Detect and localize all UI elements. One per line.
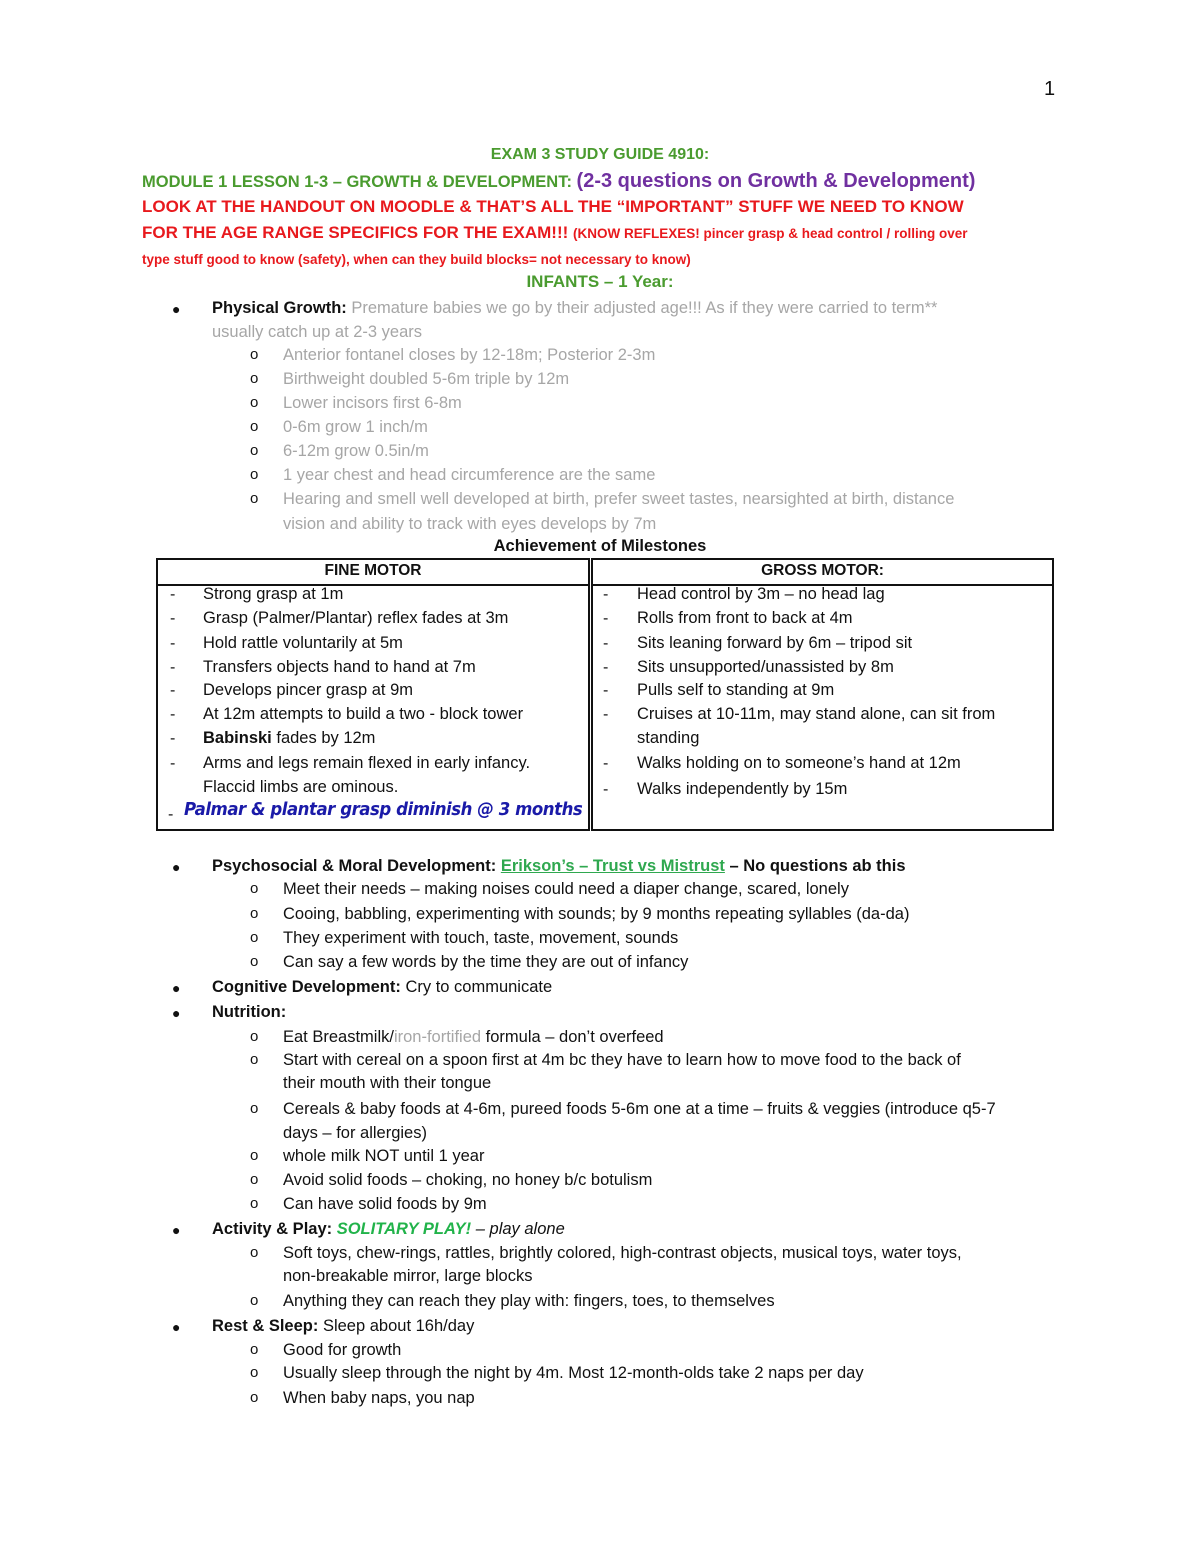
gross-item: standing <box>637 729 700 747</box>
fine-item: Strong grasp at 1m <box>203 585 344 603</box>
erikson-link[interactable]: Erikson’s – Trust vs Mistrust <box>500 857 725 875</box>
nutrition-item: Can have solid foods by 9m <box>283 1195 487 1213</box>
rest-item: When baby naps, you nap <box>283 1389 475 1407</box>
physical-item: Hearing and smell well developed at birth, prefer sweet tastes, nearsighted at birth, distance <box>283 490 955 508</box>
rest-line <box>212 1314 474 1338</box>
page-number: 1 <box>1044 78 1056 100</box>
warning-line-2b: (KNOW REFLEXES! pincer grasp & head control / rolling over <box>573 226 968 241</box>
psychosocial-item: Can say a few words by the time they are out of infancy <box>283 953 689 971</box>
circle-bullet-icon: o <box>250 1389 259 1406</box>
physical-item: Birthweight doubled 5-6m triple by 12m <box>283 370 570 388</box>
psychosocial-suffix: – No questions ab this <box>724 857 906 875</box>
physical-item: Lower incisors first 6-8m <box>283 394 462 412</box>
activity-suffix: – play alone <box>471 1220 565 1238</box>
circle-bullet-icon: o <box>250 1147 259 1164</box>
rest-item: Usually sleep through the night by 4m. Most 12-month-olds take 2 naps per day <box>283 1364 864 1382</box>
rest-item: Good for growth <box>283 1341 402 1359</box>
activity-line <box>212 1217 565 1241</box>
bullet-icon: ● <box>172 980 181 996</box>
nutrition-item-1 <box>283 1025 664 1049</box>
gross-item: Head control by 3m – no head lag <box>637 585 885 603</box>
dash: - <box>603 659 609 676</box>
circle-bullet-icon: o <box>250 1171 259 1188</box>
warning-line-1: LOOK AT THE HANDOUT ON MOODLE & THAT’S ALL THE “IMPORTANT” STUFF WE NEED TO KNOW <box>142 197 964 216</box>
psychosocial-label: Psychosocial & Moral Development: <box>212 857 501 875</box>
handwritten-note: Palmar & plantar grasp diminish @ 3 months <box>184 799 583 820</box>
physical-growth-text-2: usually catch up at 2-3 years <box>212 323 423 341</box>
physical-growth-label: Physical Growth: <box>212 299 352 317</box>
dash: - <box>170 682 176 699</box>
module-suffix: (2-3 questions on Growth & Development) <box>576 170 976 192</box>
physical-item: 1 year chest and head circumference are the same <box>283 466 656 484</box>
physical-item: Anterior fontanel closes by 12-18m; Posterior 2-3m <box>283 346 656 364</box>
gross-item: Sits unsupported/unassisted by 8m <box>637 658 894 676</box>
activity-item: Anything they can reach they play with: fingers, toes, to themselves <box>283 1292 775 1310</box>
gross-item: Pulls self to standing at 9m <box>637 681 835 699</box>
physical-item: 0-6m grow 1 inch/m <box>283 418 428 436</box>
dash: - <box>603 586 609 603</box>
circle-bullet-icon: o <box>250 929 259 946</box>
circle-bullet-icon: o <box>250 1292 259 1309</box>
dash: - <box>603 755 609 772</box>
nutrition-item-1a: Eat Breastmilk/ <box>283 1028 394 1046</box>
psychosocial-line <box>212 854 906 878</box>
bullet-icon: ● <box>172 1005 181 1021</box>
circle-bullet-icon: o <box>250 370 259 387</box>
circle-bullet-icon: o <box>250 1244 259 1261</box>
circle-bullet-icon: o <box>250 953 259 970</box>
fine-item-babinski <box>203 729 375 748</box>
bullet-icon: ● <box>172 1222 181 1238</box>
bullet-icon: ● <box>172 859 181 875</box>
gross-item: Cruises at 10-11m, may stand alone, can sit from <box>637 705 996 723</box>
table-caption: Achievement of Milestones <box>493 537 707 555</box>
dash: - <box>170 586 176 603</box>
dash: - <box>603 706 609 723</box>
physical-item: 6-12m grow 0.5in/m <box>283 442 429 460</box>
gross-item: Sits leaning forward by 6m – tripod sit <box>637 634 913 652</box>
dash: - <box>170 706 176 723</box>
nutrition-item: whole milk NOT until 1 year <box>283 1147 485 1165</box>
gross-item: Walks holding on to someone’s hand at 12m <box>637 754 961 772</box>
warning-line-2a: FOR THE AGE RANGE SPECIFICS FOR THE EXAM!!! <box>142 223 573 242</box>
fine-motor-header: FINE MOTOR <box>324 562 422 579</box>
circle-bullet-icon: o <box>250 490 259 507</box>
rest-text: Sleep about 16h/day <box>322 1317 475 1335</box>
fine-item: Grasp (Palmer/Plantar) reflex fades at 3m <box>203 609 509 627</box>
dash: - <box>170 635 176 652</box>
nutrition-item-1c: formula – don’t overfeed <box>481 1028 664 1046</box>
physical-growth-text-1: Premature babies we go by their adjusted age!!! As if they were carried to term** <box>351 299 938 317</box>
nutrition-item: days – for allergies) <box>283 1124 427 1142</box>
circle-bullet-icon: o <box>250 418 259 435</box>
cognitive-text: Cry to communicate <box>405 978 553 996</box>
bullet-icon: ● <box>172 301 181 317</box>
dash: - <box>603 682 609 699</box>
physical-item: vision and ability to track with eyes develops by 7m <box>283 515 657 533</box>
gross-item: Walks independently by 15m <box>637 780 848 798</box>
psychosocial-item: They experiment with touch, taste, movement, sounds <box>283 929 679 947</box>
fine-item: Flaccid limbs are ominous. <box>203 778 399 796</box>
physical-growth-line-1 <box>212 296 937 320</box>
fine-item: Arms and legs remain flexed in early infancy. <box>203 754 531 772</box>
circle-bullet-icon: o <box>250 1341 259 1358</box>
psychosocial-item: Cooing, babbling, experimenting with sounds; by 9 months repeating syllables (da-da) <box>283 905 910 923</box>
circle-bullet-icon: o <box>250 394 259 411</box>
fine-item: Hold rattle voluntarily at 5m <box>203 634 403 652</box>
gross-item: Rolls from front to back at 4m <box>637 609 853 627</box>
circle-bullet-icon: o <box>250 1100 259 1117</box>
circle-bullet-icon: o <box>250 880 259 897</box>
circle-bullet-icon: o <box>250 1195 259 1212</box>
fine-item: At 12m attempts to build a two - block tower <box>203 705 524 723</box>
circle-bullet-icon: o <box>250 1028 259 1045</box>
circle-bullet-icon: o <box>250 346 259 363</box>
dash: - <box>170 610 176 627</box>
nutrition-item: their mouth with their tongue <box>283 1074 492 1092</box>
dash: - <box>170 730 176 747</box>
activity-label: Activity & Play: <box>212 1220 337 1238</box>
fine-item: Develops pincer grasp at 9m <box>203 681 414 699</box>
nutrition-label: Nutrition: <box>212 1003 287 1021</box>
bullet-icon: ● <box>172 1319 181 1335</box>
circle-bullet-icon: o <box>250 466 259 483</box>
activity-item: non-breakable mirror, large blocks <box>283 1267 533 1285</box>
rest-label: Rest & Sleep: <box>212 1317 323 1335</box>
doc-title: EXAM 3 STUDY GUIDE 4910: <box>490 146 710 163</box>
section-title: INFANTS – 1 Year: <box>526 272 674 291</box>
dash: - <box>603 610 609 627</box>
babinski-label: Babinski <box>203 729 272 747</box>
nutrition-item: Cereals & baby foods at 4-6m, pureed foods 5-6m one at a time – fruits & veggies (introduce q5-7 <box>283 1100 996 1118</box>
dash: - <box>170 659 176 676</box>
dash: - <box>168 806 174 823</box>
circle-bullet-icon: o <box>250 442 259 459</box>
circle-bullet-icon: o <box>250 905 259 922</box>
module-prefix: MODULE 1 LESSON 1-3 – GROWTH & DEVELOPMENT: <box>142 173 577 191</box>
gross-motor-header: GROSS MOTOR: <box>761 562 884 579</box>
dash: - <box>603 635 609 652</box>
warning-line-2 <box>142 223 968 243</box>
dash: - <box>603 781 609 798</box>
solitary-play-highlight: SOLITARY PLAY! <box>336 1220 472 1238</box>
cognitive-label: Cognitive Development: <box>212 978 406 996</box>
circle-bullet-icon: o <box>250 1051 259 1068</box>
warning-line-3: type stuff good to know (safety), when can they build blocks= not necessary to know) <box>142 252 691 267</box>
activity-item: Soft toys, chew-rings, rattles, brightly colored, high-contrast objects, musical toys, water toys, <box>283 1244 962 1262</box>
nutrition-item: Start with cereal on a spoon first at 4m bc they have to learn how to move food to the back of <box>283 1051 961 1069</box>
module-line <box>142 170 975 193</box>
psychosocial-item: Meet their needs – making noises could need a diaper change, scared, lonely <box>283 880 849 898</box>
fine-item: Transfers objects hand to hand at 7m <box>203 658 476 676</box>
nutrition-item-1b: iron-fortified <box>393 1028 482 1046</box>
babinski-text: fades by 12m <box>276 729 376 747</box>
nutrition-item: Avoid solid foods – choking, no honey b/c botulism <box>283 1171 653 1189</box>
dash: - <box>170 755 176 772</box>
circle-bullet-icon: o <box>250 1364 259 1381</box>
cognitive-line <box>212 975 552 999</box>
